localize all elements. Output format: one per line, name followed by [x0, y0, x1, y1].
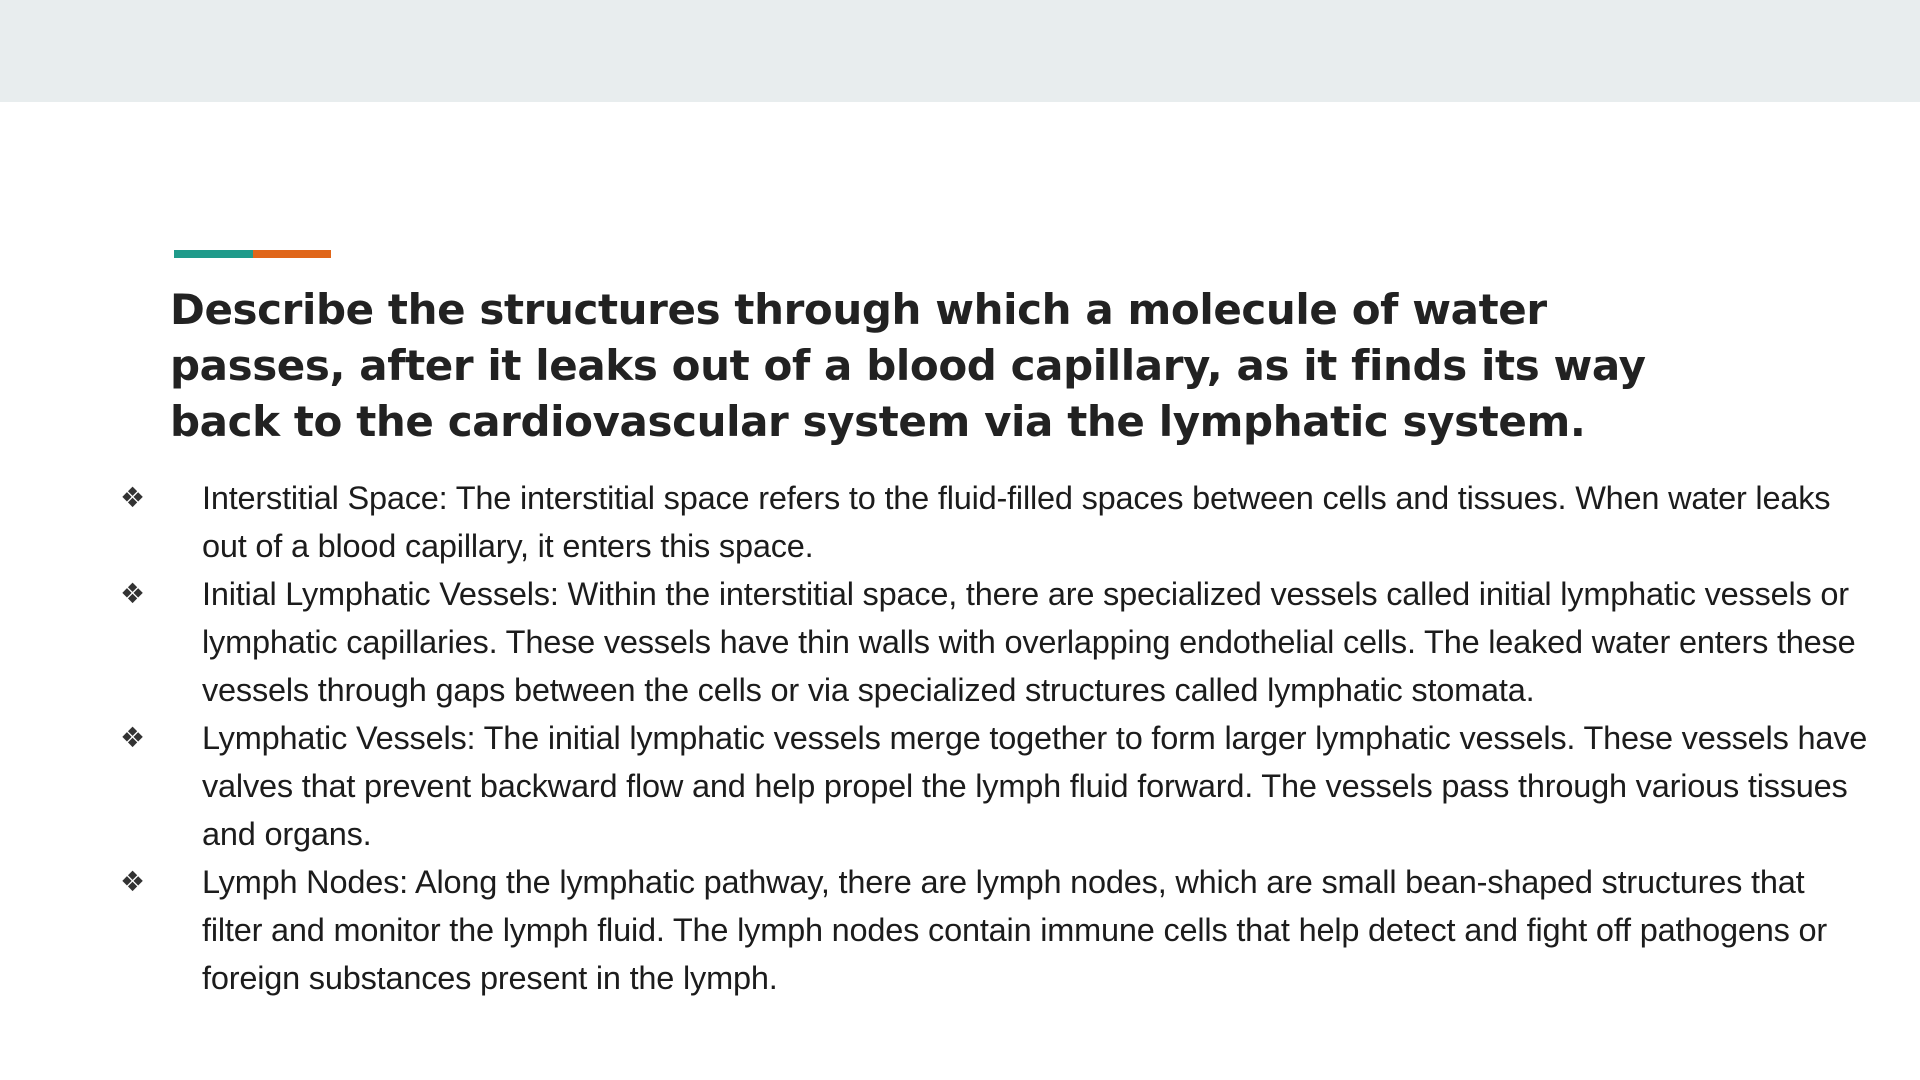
slide-canvas: [0, 102, 1920, 1080]
diamond-cluster-icon: ❖: [120, 721, 146, 754]
bullet-text: Lymph Nodes: Along the lymphatic pathway, there are lymph nodes, which are small bean-shaped structures that filter and monitor the lymph fluid. The lymph nodes contain immune cells that help detect and fight off pathogens or foreign substances present in the lymph.: [202, 864, 1828, 996]
bullet-item-lymph-nodes: [118, 858, 1868, 1002]
bullet-text: Interstitial Space: The interstitial space refers to the fluid-filled spaces between cells and tissues. When water leaks out of a blood capillary, it enters this space.: [202, 480, 1831, 564]
bullet-list: [118, 474, 1868, 1002]
bullet-item-lymphatic-vessels: [118, 714, 1868, 858]
bullet-text: Initial Lymphatic Vessels: Within the interstitial space, there are specialized vessels called initial lymphatic vessels or lymphatic capillaries. These vessels have thin walls with overlapping endothelial cells. The leaked water enters these vessels through gaps between the cells or via specialized structures called lymphatic stomata.: [202, 576, 1856, 708]
diamond-cluster-icon: ❖: [120, 481, 146, 514]
top-toolbar-band: [0, 0, 1920, 102]
diamond-cluster-icon: ❖: [120, 865, 146, 898]
accent-teal-segment: [174, 250, 253, 258]
diamond-cluster-icon: ❖: [120, 577, 146, 610]
accent-orange-segment: [253, 250, 331, 258]
bullet-item-initial-lymphatic-vessels: [118, 570, 1868, 714]
title-accent-bar: [174, 250, 331, 258]
bullet-text: Lymphatic Vessels: The initial lymphatic vessels merge together to form larger lymphatic vessels. These vessels have valves that prevent backward flow and help propel the lymph fluid forward. The vessels pass through various tissues and organs.: [202, 720, 1868, 852]
slide-title: Describe the structures through which a molecule of water passes, after it leaks out of a blood capillary, as it finds its way back to the cardiovascular system via the lymphatic system.: [170, 285, 1646, 446]
bullet-item-interstitial-space: [118, 474, 1868, 570]
